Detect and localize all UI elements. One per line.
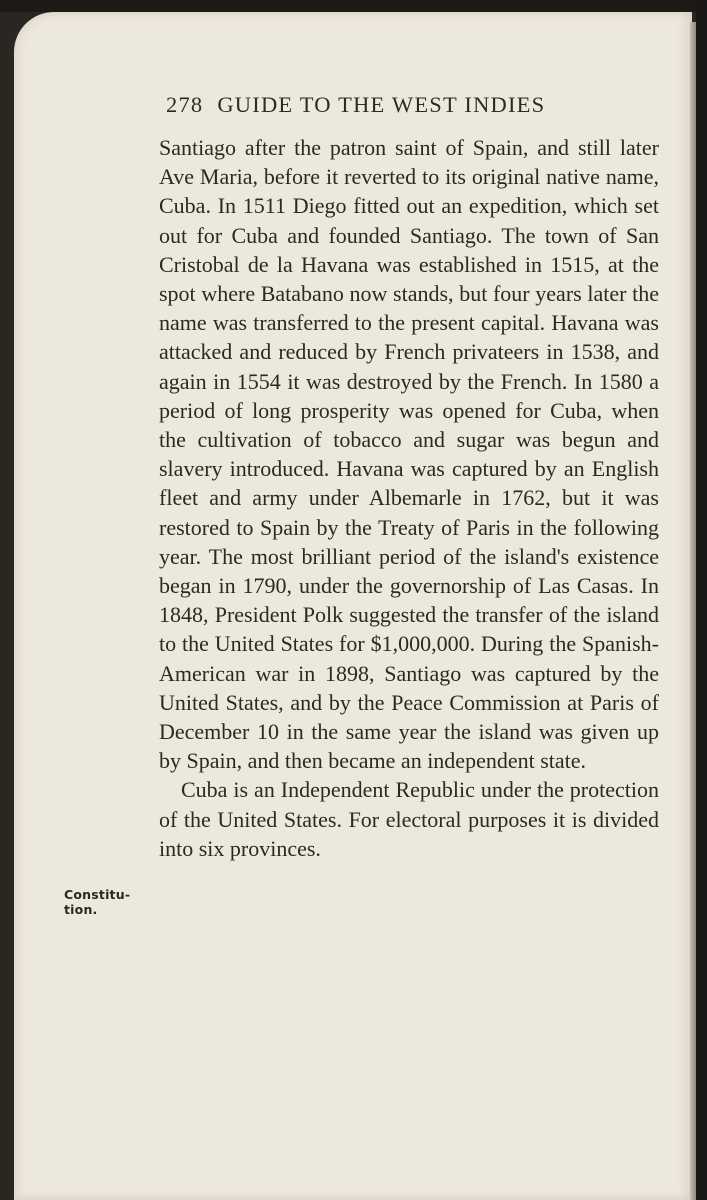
top-shadow	[0, 0, 707, 12]
body-text	[159, 133, 659, 863]
running-head	[166, 92, 636, 118]
paragraph-constitution: Cuba is an Independent Republic under the protection of the United States. For electoral purposes it is divided into six provinces.	[159, 777, 659, 861]
margin-note-constitution: Constitu-tion.	[64, 887, 131, 917]
book-binding	[696, 0, 707, 1200]
paragraph-history: Santiago after the patron saint of Spain, and still later Ave Maria, before it reverted to its original native name, Cuba. In 1511 Diego fitted out an expedition, which set out for Cuba and founded Santiago. The town of San Cristobal de la Havana was established in 1515, at the spot where Batabano now stands, but four years later the name was transferred to the present capital. Havana was attacked and reduced by French privateers in 1538, and again in 1554 it was destroyed by the French. In 1580 a period of long prosperity was opened for Cuba, when the cultivation of tobacco and sugar was begun and slavery introduced. Havana was captured by an English fleet and army under Albemarle in 1762, but it was restored to Spain by the Treaty of Paris in the following year. The most brilliant period of the island's existence began in 1790, under the governorship of Las Casas. In 1848, President Polk suggested the transfer of the island to the United States for $1,000,000. During the Spanish-American war in 1898, Santiago was captured by the United States, and by the Peace Commission at Paris of December 10 in the same year the island was given up by Spain, and then became an independent state.	[159, 135, 659, 774]
running-title: GUIDE TO THE WEST INDIES	[217, 92, 546, 117]
page-number: 278	[166, 92, 204, 117]
